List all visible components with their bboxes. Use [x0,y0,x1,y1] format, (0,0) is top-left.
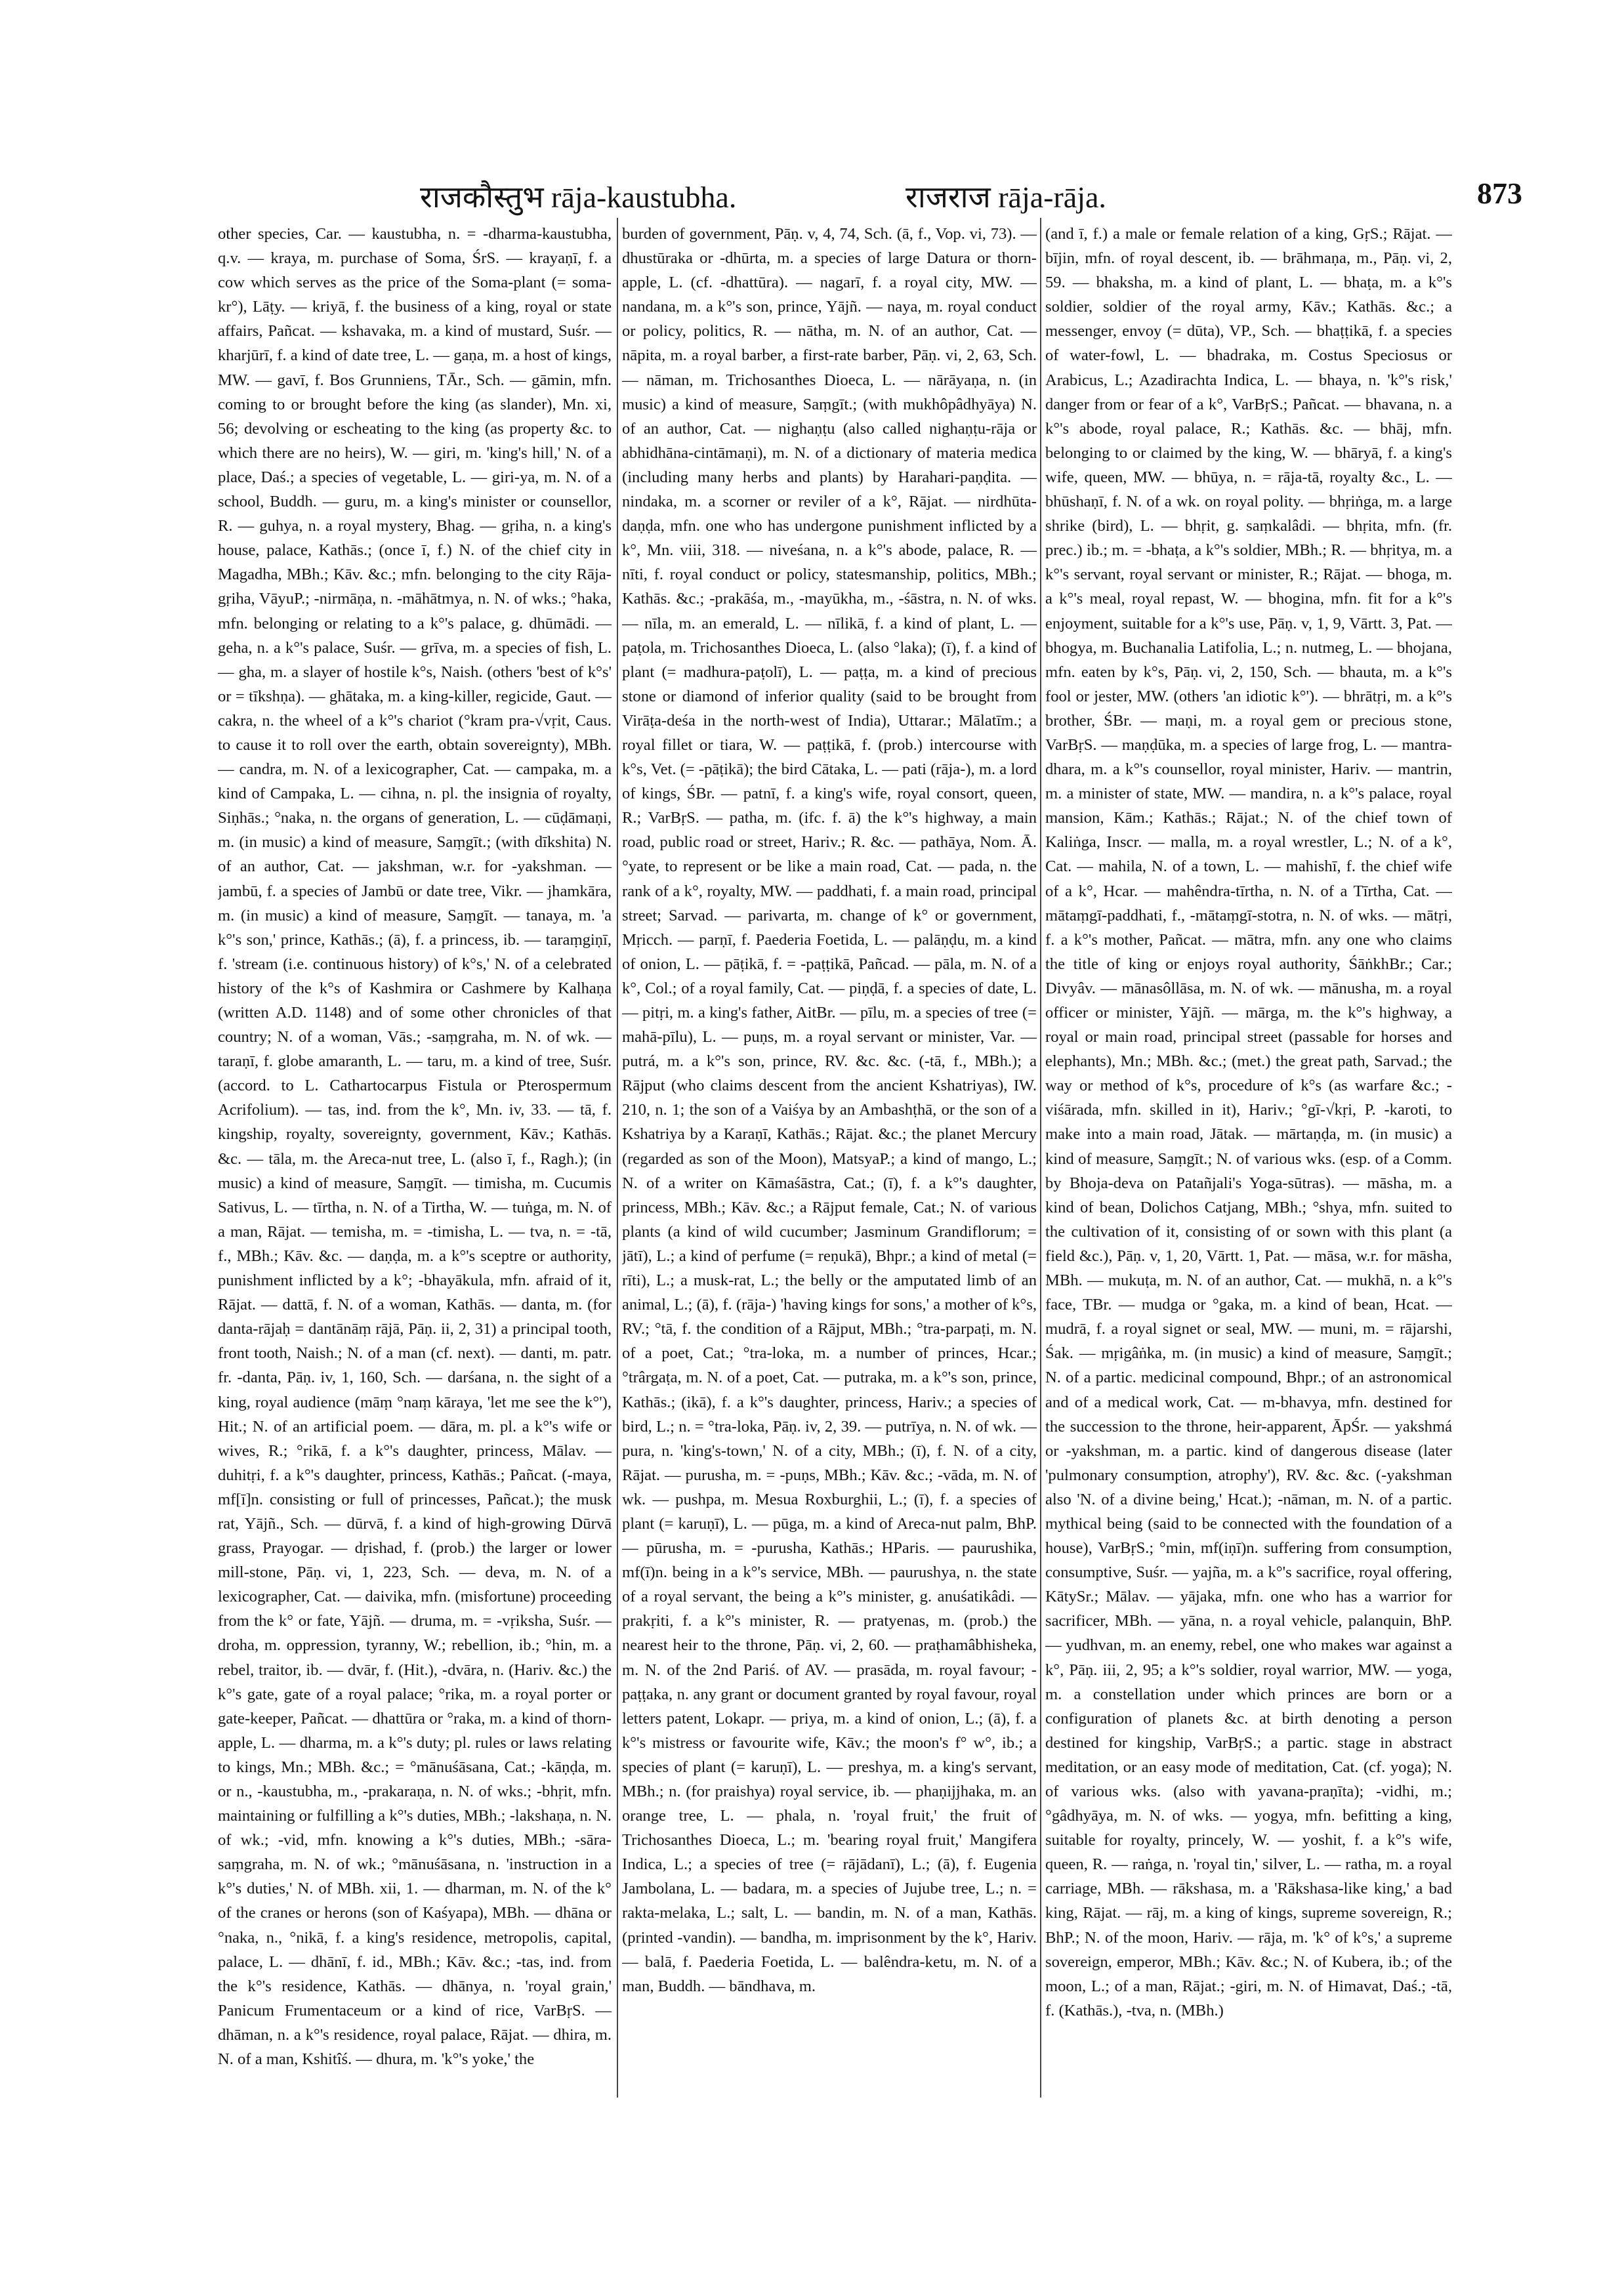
page-header [217,176,1522,222]
column-divider [1040,218,1041,2098]
column-3: (and ī, f.) a male or female relation of a king, GṛS.; Rājat. — bījin, mfn. of royal descent, ib. — brāhmaṇa, m., Pāṇ. vi, 2, 59. — bhaksha, m. a kind of plant, L. — bhaṭa, m. a k°'s soldier, soldier of the royal army, Kāv.; Kathās. &c.; a messenger, envoy (= dūta), VP., Sch. — bhaṭṭikā, f. a species of water-fowl, L. — bhadraka, m. Costus Speciosus or Arabicus, L.; Azadirachta Indica, L. — bhaya, n. 'k°'s risk,' danger from or fear of a k°, VarBṛS.; Pañcat. — bhavana, n. a k°'s abode, royal palace, R.; Kathās. &c. — bhāj, mfn. belonging to or claimed by the king, W. — bhāryā, f. a king's wife, queen, MW. — bhūya, n. = rāja-tā, royalty &c., L. — bhūshaṇī, f. N. of a wk. on royal polity. — bhṛiṅga, m. a large shrike (bird), L. — bhṛit, g. saṃkalâdi. — bhṛita, mfn. (fr. prec.) ib.; m. = -bhaṭa, a k°'s soldier, MBh.; R. — bhṛitya, m. a k°'s servant, royal servant or minister, R.; Rājat. — bhoga, m. a k°'s meal, royal repast, W. — bhogina, mfn. fit for a k°'s enjoyment, suitable for a k°'s use, Pāṇ. v, 1, 9, Vārtt. 3, Pat. — bhogya, m. Buchanalia Latifolia, L.; n. nutmeg, L. — bhojana, mfn. eaten by k°s, Pāṇ. vi, 2, 150, Sch. — bhauta, m. a k°'s fool or jester, MW. (others 'an idiotic k°'). — bhrātṛi, m. a k°'s brother, ŚBr. — maṇi, m. a royal gem or precious stone, VarBṛS. — maṇḍūka, m. a species of large frog, L. — mantra-dhara, m. a k°'s counsellor, royal minister, Hariv. — mantrin, m. a minister of state, MW. — mandira, n. a k°'s palace, royal mansion, Kām.; Kathās.; Rājat.; N. of the chief town of Kaliṅga, Inscr. — malla, m. a royal wrestler, L.; N. of a k°, Cat. — mahila, N. of a town, L. — mahishī, f. the chief wife of a k°, Hcar. — mahêndra-tīrtha, n. N. of a Tīrtha, Cat. — mātaṃgī-paddhati, f., -mātaṃgī-stotra, n. N. of wks. — mātṛi, f. a k°'s mother, Pañcat. — mātra, mfn. any one who claims the title of king or enjoys royal authority, ŚāṅkhBr.; Car.; Divyâv. — mānasôllāsa, m. N. of wk. — mānusha, m. a royal officer or minister, Yājñ. — mārga, m. the k°'s highway, a royal or main road, principal street (passable for horses and elephants), Mn.; MBh. &c.; (met.) the great path, Sarvad.; the way or method of k°s, procedure of k°s (as warfare &c.; -viśārada, mfn. skilled in it), Hariv.; °gī-√kṛi, P. -karoti, to make into a main road, Jātak. — mārtaṇḍa, m. (in music) a kind of measure, Saṃgīt.; N. of various wks. (esp. of a Comm. by Bhoja-deva on Patañjali's Yoga-sūtras). — māsha, m. a kind of bean, Dolichos Catjang, MBh.; °shya, mfn. suited to the cultivation of it, consisting of or sown with this plant (a field &c.), Pāṇ. v, 1, 20, Vārtt. 1, Pat. — māsa, w.r. for māsha, MBh. — mukuṭa, m. N. of an author, Cat. — mukhā, n. a k°'s face, TBr. — mudga or °gaka, m. a kind of bean, Hcat. — mudrā, f. a royal signet or seal, MW. — muni, m. = rājarshi, Śak. — mṛigâṅka, m. (in music) a kind of measure, Saṃgīt.; N. of a partic. medicinal compound, Bhpr.; of an astronomical and of a medical work, Cat. — m-bhavya, mfn. destined for the succession to the throne, heir-apparent, ĀpŚr. — yakshmá or -yakshman, m. a partic. kind of dangerous disease (later 'pulmonary consumption, atrophy'), RV. &c. &c. (-yakshman also 'N. of a divine being,' Hcat.); -nāman, m. N. of a partic. mythical being (said to be connected with the foundation of a house), VarBṛS.; °min, mf(iṇī)n. suffering from consumption, consumptive, Suśr. — yajña, m. a k°'s sacrifice, royal offering, KātySr.; Mālav. — yājaka, mfn. one who has a warrior for sacrificer, MBh. — yāna, n. a royal vehicle, palanquin, BhP. — yudhvan, m. an enemy, rebel, one who makes war against a k°, Pāṇ. iii, 2, 95; a k°'s soldier, royal warrior, MW. — yoga, m. a constellation under which princes are born or a configuration of planets &c. at birth denoting a person destined for kingship, VarBṛS.; a partic. stage in abstract meditation, or an easy mode of meditation, Cat. (cf. yoga); N. of various wks. (also with yavana-praṇīta); -vidhi, m.; °gâdhyāya, m. N. of wks. — yogya, mfn. befitting a king, suitable for royalty, princely, W. — yoshit, f. a k°'s wife, queen, R. — raṅga, n. 'royal tin,' silver, L. — ratha, m. a royal carriage, MBh. — rākshasa, m. a 'Rākshasa-like king,' a bad king, Rājat. — rāj, m. a king of kings, supreme sovereign, R.; BhP.; N. of the moon, Hariv. — rāja, m. 'k° of k°s,' a supreme sovereign, emperor, MBh.; Kāv. &c.; N. of Kubera, ib.; of the moon, L.; of a man, Rājat.; -giri, m. N. of Himavat, Daś.; -tā, f. (Kathās.), -tva, n. (MBh.) [1045,225,1452,2019]
column-2: burden of government, Pāṇ. v, 4, 74, Sch. (ā, f., Vop. vi, 73). — dhustūraka or -dhūrta, m. a species of large Datura or thorn-apple, L. (cf. -dhattūra). — nagarī, f. a royal city, MW. — nandana, m. a k°'s son, prince, Yājñ. — naya, m. royal conduct or policy, politics, R. — nātha, m. N. of an author, Cat. — nāpita, m. a royal barber, a first-rate barber, Pāṇ. vi, 2, 63, Sch. — nāman, m. Trichosanthes Dioeca, L. — nārāyaṇa, n. (in music) a kind of measure, Saṃgīt.; (with mukhôpâdhyāya) N. of an author, Cat. — nighaṇṭu (also called nighaṇṭu-rāja or abhidhāna-cintāmaṇi), m. N. of a dictionary of materia medica (including many herbs and plants) by Harahari-paṇḍita. — nindaka, m. a scorner or reviler of a k°, Rājat. — nirdhūta-daṇḍa, mfn. one who has undergone punishment inflicted by a k°, Mn. viii, 318. — niveśana, n. a k°'s abode, palace, R. — nīti, f. royal conduct or policy, statesmanship, politics, MBh.; Kathās. &c.; -prakāśa, m., -mayūkha, m., -śāstra, n. N. of wks. — nīla, m. an emerald, L. — nīlikā, f. a kind of plant, L. — paṭola, m. Trichosanthes Dioeca, L. (also °laka); (ī), f. a kind of plant (= madhura-paṭolī), L. — paṭṭa, m. a kind of precious stone or diamond of inferior quality (said to be brought from Virāṭa-deśa in the north-west of India), Uttarar.; Mālatīm.; a royal fillet or tiara, W. — paṭṭikā, f. (prob.) intercourse with k°s, Vet. (= -pāṭikā); the bird Cātaka, L. — pati (rāja-), m. a lord of kings, ŚBr. — patnī, f. a king's wife, royal consort, queen, R.; VarBṛS. — patha, m. (ifc. f. ā) the k°'s highway, a main road, public road or street, Hariv.; R. &c. — pathāya, Nom. Ā. °yate, to represent or be like a main road, Cat. — pada, n. the rank of a k°, royalty, MW. — paddhati, f. a main road, principal street; Sarvad. — parivarta, m. change of k° or government, Mṛicch. — parṇī, f. Paederia Foetida, L. — palāṇḍu, m. a kind of onion, L. — pāṭikā, f. = -paṭṭikā, Pañcad. — pāla, m. N. of a k°, Col.; of a royal family, Cat. — piṇḍā, f. a species of date, L. — pitṛi, m. a king's father, AitBr. — pīlu, m. a species of tree (= mahā-pīlu), L. — puṇs, m. a royal servant or minister, Var. — putrá, m. a k°'s son, prince, RV. &c. &c. (-tā, f., MBh.); a Rājput (who claims descent from the ancient Kshatriyas), IW. 210, n. 1; the son of a Vaiśya by an Ambashṭhā, or the son of a Kshatriya by a Karaṇī, Kathās.; Rājat. &c.; the planet Mercury (regarded as son of the Moon), MatsyaP.; a kind of mango, L.; N. of a writer on Kāmaśāstra, Cat.; (ī), f. a k°'s daughter, princess, MBh.; Kāv. &c.; a Rājput female, Cat.; N. of various plants (a kind of wild cucumber; Jasminum Grandiflorum; = jātī), L.; a kind of perfume (= reṇukā), Bhpr.; a kind of metal (= rīti), L.; a musk-rat, L.; the belly or the amputated limb of an animal, L.; (ā), f. (rāja-) 'having kings for sons,' a mother of k°s, RV.; °tā, f. the condition of a Rājput, MBh.; °tra-parpaṭi, m. N. of a poet, Cat.; °tra-loka, m. a number of princes, Hcar.; °trârgaṭa, m. N. of a poet, Cat. — putraka, m. a k°'s son, prince, Kathās.; (ikā), f. a k°'s daughter, princess, Hariv.; a species of bird, L.; n. = °tra-loka, Pāṇ. iv, 2, 39. — putrīya, n. N. of wk. — pura, n. 'king's-town,' N. of a city, MBh.; (ī), f. N. of a city, Rājat. — purusha, m. = -puṇs, MBh.; Kāv. &c.; -vāda, m. N. of wk. — pushpa, m. Mesua Roxburghii, L.; (ī), f. a species of plant (= karuṇī), L. — pūga, m. a kind of Areca-nut palm, BhP. — pūrusha, m. = -purusha, Kathās.; HParis. — paurushika, mf(ī)n. being in a k°'s service, MBh. — paurushya, n. the state of a royal servant, the being a k°'s minister, g. anuśatikâdi. — prakṛiti, f. a k°'s minister, R. — pratyenas, m. (prob.) the nearest heir to the throne, Pāṇ. vi, 2, 60. — praṭhamâbhisheka, m. N. of the 2nd Pariś. of AV. — prasāda, m. royal favour; -paṭṭaka, n. any grant or document granted by royal favour, royal letters patent, Lokapr. — priya, m. a kind of onion, L.; (ā), f. a k°'s mistress or favourite wife, Kāv.; the moon's f° w°, ib.; a species of plant (= karuṇī), L. — preshya, m. a king's servant, MBh.; n. (for praishya) royal service, ib. — phaṇijjhaka, m. an orange tree, L. — phala, n. 'royal fruit,' the fruit of Trichosanthes Dioeca, L.; m. 'bearing royal fruit,' Mangifera Indica, L.; a species of tree (= rājādanī), L.; (ā), f. Eugenia Jambolana, L. — badara, m. a species of Jujube tree, L.; n. = rakta-melaka, L.; salt, L. — bandin, m. N. of a man, Kathās. (printed -vandin). — bandha, m. imprisonment by the k°, Hariv. — balā, f. Paederia Foetida, L. — balêndra-ketu, m. N. of a man, Buddh. — bāndhava, m. [622,225,1037,1995]
right-headword: राजराज rāja-rāja. [906,180,1106,214]
left-headword: राजकौस्तुभ rāja-kaustubha. [420,180,737,214]
page-number: 873 [1477,176,1522,210]
column-divider [617,218,618,2098]
column-1: other species, Car. — kaustubha, n. = -dharma-kaustubha, q.v. — kraya, m. purchase of Soma, ŚrS. — krayaṇī, f. a cow which serves as the price of the Soma-plant (= soma-kr°), Lāṭy. — kriyā, f. the business of a king, royal or state affairs, Pañcat. — kshavaka, m. a kind of mustard, Suśr. — kharjūrī, f. a kind of date tree, L. — gaṇa, m. a host of kings, MW. — gavī, f. Bos Grunniens, TĀr., Sch. — gāmin, mfn. coming to or brought before the king (as slander), Mn. xi, 56; devolving or escheating to the king (as property &c. to which there are no heirs), W. — giri, m. 'king's hill,' N. of a place, Daś.; a species of vegetable, L. — giri-ya, m. N. of a school, Buddh. — guru, m. a king's minister or counsellor, R. — guhya, n. a royal mystery, Bhag. — gṛiha, n. a king's house, palace, Kathās.; (once ī, f.) N. of the chief city in Magadha, MBh.; Kāv. &c.; mfn. belonging to the city Rāja-gṛiha, VāyuP.; -nirmāṇa, n. -māhātmya, n. N. of wks.; °haka, mfn. belonging or relating to a k°'s palace, g. dhūmādi. — geha, n. a k°'s palace, Suśr. — grīva, m. a species of fish, L. — gha, m. a slayer of hostile k°s, Naish. (others 'best of k°s' or = tīkshṇa). — ghātaka, m. a king-killer, regicide, Gaut. — cakra, n. the wheel of a k°'s chariot (°kram pra-√vṛit, Caus. to cause it to roll over the earth, obtain sovereignty), MBh. — candra, m. N. of a lexicographer, Cat. — campaka, m. a kind of Campaka, L. — cihna, n. pl. the insignia of royalty, Siṇhās.; °naka, n. the organs of generation, L. — cūḍāmaṇi, m. (in music) a kind of measure, Saṃgīt.; (with dīkshita) N. of an author, Cat. — jakshman, w.r. for -yakshman. — jambū, f. a species of Jambū or date tree, Vikr. — jhamkāra, m. (in music) a kind of measure, Saṃgīt. — tanaya, m. 'a k°'s son,' prince, Kathās.; (ā), f. a princess, ib. — taraṃgiṇī, f. 'stream (i.e. continuous history) of k°s,' N. of a celebrated history of the k°s of Kashmira or Cashmere by Kalhaṇa (written A.D. 1148) and of some other chronicles of that country; N. of a woman, Vās.; -saṃgraha, m. N. of wk. — taraṇī, f. globe amaranth, L. — taru, m. a kind of tree, Suśr. (accord. to L. Cathartocarpus Fistula or Pterospermum Acrifolium). — tas, ind. from the k°, Mn. iv, 33. — tā, f. kingship, royalty, sovereignty, government, Kāv.; Kathās. &c. — tāla, m. the Areca-nut tree, L. (also ī, f., Ragh.); (in music) a kind of measure, Saṃgīt. — timisha, m. Cucumis Sativus, L. — tīrtha, n. N. of a Tirtha, W. — tuṅga, m. N. of a man, Rājat. — temisha, m. = -timisha, L. — tva, n. = -tā, f., MBh.; Kāv. &c. — daṇḍa, m. a k°'s sceptre or authority, punishment inflicted by a k°; -bhayākula, mfn. afraid of it, Rājat. — dattā, f. N. of a woman, Kathās. — danta, m. (for danta-rājaḥ = dantānāṃ rājā, Pāṇ. ii, 2, 31) a principal tooth, front tooth, Naish.; N. of a man (cf. next). — danti, m. patr. fr. -danta, Pāṇ. iv, 1, 160, Sch. — darśana, n. the sight of a king, royal audience (māṃ °naṃ kāraya, 'let me see the k°'), Hit.; N. of an artificial poem. — dāra, m. pl. a k°'s wife or wives, R.; °rikā, f. a k°'s daughter, princess, Mālav. — duhitṛi, f. a k°'s daughter, princess, Kathās.; Pañcat. (-maya, mf[ī]n. consisting or full of princesses, Pañcat.); the musk rat, Yājñ., Sch. — dūrvā, f. a kind of high-growing Dūrvā grass, Prayogar. — dṛishad, f. (prob.) the larger or lower mill-stone, Pāṇ. vi, 1, 223, Sch. — deva, m. N. of a lexicographer, Cat. — daivika, mfn. (misfortune) proceeding from the k° or fate, Yājñ. — druma, m. = -vṛiksha, Suśr. — droha, m. oppression, tyranny, W.; rebellion, ib.; °hin, m. a rebel, traitor, ib. — dvār, f. (Hit.), -dvāra, n. (Hariv. &c.) the k°'s gate, gate of a royal palace; °rika, m. a royal porter or gate-keeper, Pañcat. — dhattūra or °raka, m. a kind of thorn-apple, L. — dharma, m. a k°'s duty; pl. rules or laws relating to kings, Mn.; MBh. &c.; = °mānuśāsana, Cat.; -kāṇḍa, m. or n., -kaustubha, m., -prakaraṇa, n. N. of wks.; -bhṛit, mfn. maintaining or fulfilling a k°'s duties, MBh.; -lakshaṇa, n. N. of wk.; -vid, mfn. knowing a k°'s duties, MBh.; -sāra-saṃgraha, m. N. of wk.; °mānuśāsana, n. 'instruction in a k°'s duties,' N. of MBh. xii, 1. — dharman, m. N. of the k° of the cranes or herons (son of Kaśyapa), MBh. — dhāna or °naka, n., °nikā, f. a king's residence, metropolis, capital, palace, L. — dhānī, f. id., MBh.; Kāv. &c.; -tas, ind. from the k°'s residence, Kathās. — dhānya, n. 'royal grain,' Panicum Frumentaceum or a kind of rice, VarBṛS. — dhāman, n. a k°'s residence, royal palace, Rājat. — dhira, m. N. of a man, Kshitîś. — dhura, m. 'k°'s yoke,' the [218,225,612,2069]
